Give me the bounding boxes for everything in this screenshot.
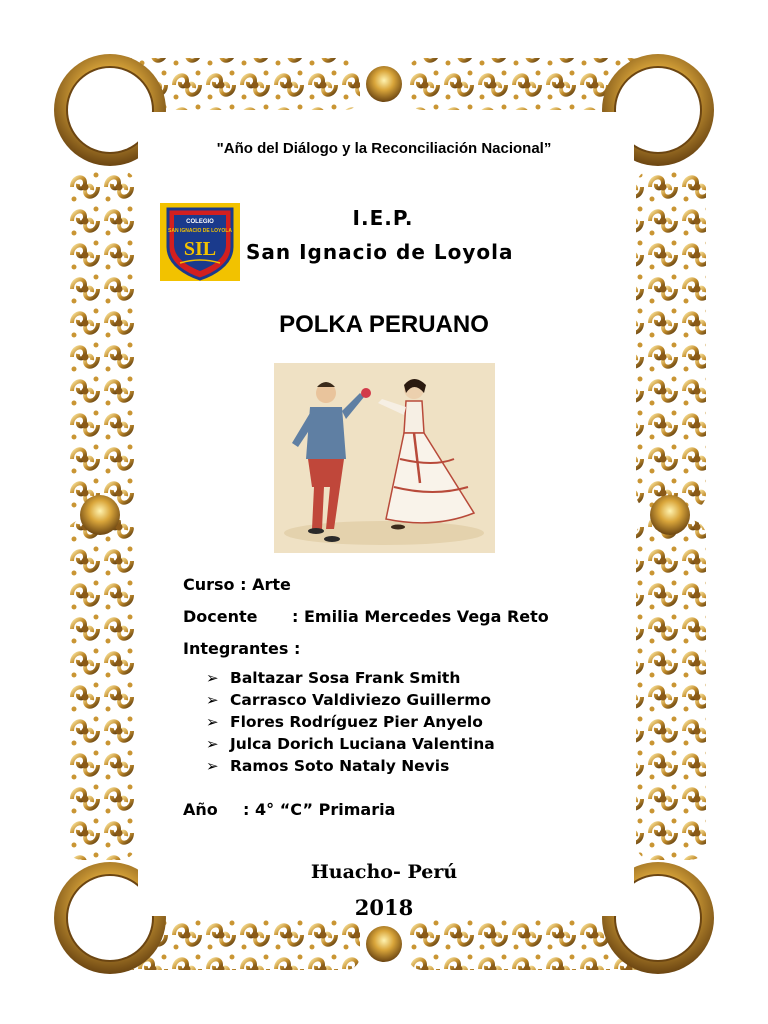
- school-logo: [160, 203, 240, 281]
- document-title: POLKA PERUANO: [279, 311, 489, 338]
- curso-row: [183, 575, 291, 594]
- docente-label: Docente: [183, 607, 258, 626]
- logo-text-name: SAN IGNACIO DE LOYOLA: [168, 228, 232, 234]
- integrantes-label: Integrantes :: [183, 639, 301, 658]
- logo-initials: SIL: [183, 238, 217, 260]
- polka-dancers-illustration: [274, 363, 495, 553]
- anio-separator: :: [243, 800, 250, 819]
- place: Huacho- Perú: [310, 861, 458, 883]
- logo-text-top: COLEGIO: [186, 219, 214, 225]
- arrow-bullet-icon: ➢: [206, 691, 219, 709]
- year: 2018: [354, 895, 414, 920]
- member-item: Carrasco Valdiviezo Guillermo: [230, 691, 492, 709]
- school-type: I.E.P.: [352, 206, 414, 230]
- curso-label: Curso: [183, 575, 235, 594]
- docente-separator: :: [292, 607, 299, 626]
- member-item: Julca Dorich Luciana Valentina: [230, 735, 495, 753]
- docente-row-value: [292, 607, 549, 626]
- arrow-bullet-icon: ➢: [206, 757, 219, 775]
- member-item: Ramos Soto Nataly Nevis: [230, 757, 450, 775]
- docente-value: Emilia Mercedes Vega Reto: [303, 607, 549, 626]
- anio-value: 4° “C” Primaria: [254, 800, 396, 819]
- curso-value: Arte: [252, 575, 291, 594]
- national-motto: "Año del Diálogo y la Reconciliación Nacional”: [216, 140, 552, 157]
- member-item: Baltazar Sosa Frank Smith: [230, 669, 461, 687]
- arrow-bullet-icon: ➢: [206, 735, 219, 753]
- anio-label: Año: [183, 800, 218, 819]
- arrow-bullet-icon: ➢: [206, 713, 219, 731]
- arrow-bullet-icon: ➢: [206, 669, 219, 687]
- member-item: Flores Rodríguez Pier Anyelo: [230, 713, 483, 731]
- anio-row-value: [243, 800, 395, 819]
- school-name: San Ignacio de Loyola: [246, 240, 514, 264]
- curso-separator: :: [240, 575, 247, 594]
